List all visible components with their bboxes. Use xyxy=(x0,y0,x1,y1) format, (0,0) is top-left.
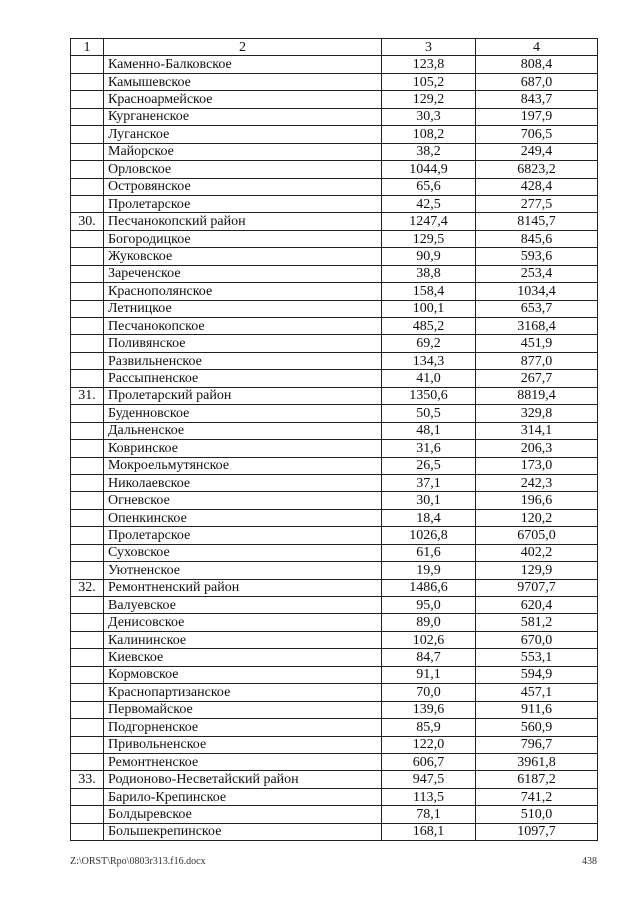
cell-number xyxy=(71,248,104,265)
cell-col3-value: 158,4 xyxy=(382,283,476,300)
cell-col3-value: 50,5 xyxy=(382,405,476,422)
cell-name: Поливянское xyxy=(104,335,382,352)
cell-number xyxy=(71,126,104,143)
cell-name: Болдыревское xyxy=(104,806,382,823)
cell-number xyxy=(71,753,104,770)
cell-number xyxy=(71,422,104,439)
cell-number xyxy=(71,370,104,387)
district-row xyxy=(71,213,598,230)
cell-number xyxy=(71,649,104,666)
cell-number xyxy=(71,230,104,247)
cell-col4-value: 843,7 xyxy=(476,91,598,108)
cell-name: Денисовское xyxy=(104,614,382,631)
cell-col4-value: 3168,4 xyxy=(476,318,598,335)
cell-name: Орловское xyxy=(104,161,382,178)
header-col-1: 1 xyxy=(71,39,104,56)
table-row xyxy=(71,195,598,212)
cell-name: Буденновское xyxy=(104,405,382,422)
cell-col3-value: 41,0 xyxy=(382,370,476,387)
cell-name: Опенкинское xyxy=(104,509,382,526)
cell-number xyxy=(71,509,104,526)
table-row xyxy=(71,300,598,317)
table-row xyxy=(71,806,598,823)
cell-name: Николаевское xyxy=(104,474,382,491)
table-row xyxy=(71,178,598,195)
cell-number xyxy=(71,405,104,422)
data-table xyxy=(70,38,598,841)
cell-number: 33. xyxy=(71,771,104,788)
cell-number xyxy=(71,597,104,614)
cell-col4-value: 687,0 xyxy=(476,73,598,90)
cell-name: Большекрепинское xyxy=(104,823,382,840)
cell-col4-value: 911,6 xyxy=(476,701,598,718)
table-row xyxy=(71,614,598,631)
table-row xyxy=(71,265,598,282)
cell-name: Первомайское xyxy=(104,701,382,718)
cell-name: Подгорненское xyxy=(104,719,382,736)
cell-col4-value: 428,4 xyxy=(476,178,598,195)
cell-name: Курганенское xyxy=(104,108,382,125)
cell-col3-value: 31,6 xyxy=(382,440,476,457)
cell-col3-value: 129,2 xyxy=(382,91,476,108)
table-row xyxy=(71,719,598,736)
table-row xyxy=(71,370,598,387)
cell-number xyxy=(71,823,104,840)
cell-col3-value: 129,5 xyxy=(382,230,476,247)
cell-name: Пролетарское xyxy=(104,195,382,212)
table-row xyxy=(71,143,598,160)
table-row xyxy=(71,405,598,422)
table-row xyxy=(71,422,598,439)
table-row xyxy=(71,666,598,683)
table-row xyxy=(71,527,598,544)
table-row xyxy=(71,474,598,491)
cell-col4-value: 560,9 xyxy=(476,719,598,736)
cell-col3-value: 61,6 xyxy=(382,544,476,561)
table-row xyxy=(71,440,598,457)
cell-name: Зареченское xyxy=(104,265,382,282)
cell-number xyxy=(71,614,104,631)
header-col-3: 3 xyxy=(382,39,476,56)
cell-col3-value: 1026,8 xyxy=(382,527,476,544)
cell-number xyxy=(71,161,104,178)
cell-name: Жуковское xyxy=(104,248,382,265)
cell-col4-value: 594,9 xyxy=(476,666,598,683)
table-body xyxy=(71,56,598,841)
cell-number xyxy=(71,195,104,212)
cell-col4-value: 242,3 xyxy=(476,474,598,491)
cell-number xyxy=(71,788,104,805)
district-row xyxy=(71,771,598,788)
cell-col4-value: 6705,0 xyxy=(476,527,598,544)
cell-number xyxy=(71,701,104,718)
table-row xyxy=(71,649,598,666)
table-row xyxy=(71,108,598,125)
cell-col4-value: 457,1 xyxy=(476,684,598,701)
table-row xyxy=(71,544,598,561)
cell-name: Песчанокопский район xyxy=(104,213,382,230)
cell-number xyxy=(71,719,104,736)
cell-col3-value: 122,0 xyxy=(382,736,476,753)
cell-col3-value: 78,1 xyxy=(382,806,476,823)
cell-col4-value: 796,7 xyxy=(476,736,598,753)
cell-number xyxy=(71,492,104,509)
cell-number xyxy=(71,631,104,648)
cell-name: Рассыпненское xyxy=(104,370,382,387)
cell-col4-value: 1097,7 xyxy=(476,823,598,840)
cell-col3-value: 38,8 xyxy=(382,265,476,282)
cell-col4-value: 1034,4 xyxy=(476,283,598,300)
cell-col4-value: 8145,7 xyxy=(476,213,598,230)
cell-name: Пролетарский район xyxy=(104,387,382,404)
cell-col4-value: 120,2 xyxy=(476,509,598,526)
footer-file-path: Z:\ORST\Rpo\0803r313.f16.docx xyxy=(70,856,206,867)
cell-col4-value: 196,6 xyxy=(476,492,598,509)
cell-number xyxy=(71,265,104,282)
cell-number: 31. xyxy=(71,387,104,404)
cell-col3-value: 91,1 xyxy=(382,666,476,683)
table-row xyxy=(71,823,598,840)
cell-name: Пролетарское xyxy=(104,527,382,544)
cell-number xyxy=(71,684,104,701)
cell-col4-value: 706,5 xyxy=(476,126,598,143)
cell-number xyxy=(71,544,104,561)
table-row xyxy=(71,126,598,143)
cell-name: Майорское xyxy=(104,143,382,160)
table-header-row xyxy=(71,39,598,56)
cell-col4-value: 593,6 xyxy=(476,248,598,265)
cell-col4-value: 653,7 xyxy=(476,300,598,317)
cell-col3-value: 134,3 xyxy=(382,352,476,369)
cell-name: Ремонтненское xyxy=(104,753,382,770)
cell-number xyxy=(71,440,104,457)
cell-col3-value: 18,4 xyxy=(382,509,476,526)
cell-col3-value: 168,1 xyxy=(382,823,476,840)
table-row xyxy=(71,597,598,614)
table-row xyxy=(71,283,598,300)
cell-col3-value: 95,0 xyxy=(382,597,476,614)
cell-col3-value: 65,6 xyxy=(382,178,476,195)
cell-col4-value: 8819,4 xyxy=(476,387,598,404)
cell-col3-value: 90,9 xyxy=(382,248,476,265)
cell-number xyxy=(71,300,104,317)
cell-col4-value: 314,1 xyxy=(476,422,598,439)
table-row xyxy=(71,753,598,770)
cell-number xyxy=(71,457,104,474)
cell-col4-value: 581,2 xyxy=(476,614,598,631)
cell-col3-value: 38,2 xyxy=(382,143,476,160)
cell-col3-value: 84,7 xyxy=(382,649,476,666)
cell-number xyxy=(71,666,104,683)
table-row xyxy=(71,736,598,753)
cell-name: Мокроельмутянское xyxy=(104,457,382,474)
cell-name: Родионово-Несветайский район xyxy=(104,771,382,788)
cell-number xyxy=(71,335,104,352)
table-row xyxy=(71,788,598,805)
footer-page-number: 438 xyxy=(582,856,597,867)
cell-name: Барило-Крепинское xyxy=(104,788,382,805)
table-row xyxy=(71,631,598,648)
cell-name: Островянское xyxy=(104,178,382,195)
table-row xyxy=(71,161,598,178)
cell-col3-value: 48,1 xyxy=(382,422,476,439)
cell-name: Развильненское xyxy=(104,352,382,369)
cell-name: Киевское xyxy=(104,649,382,666)
cell-col4-value: 173,0 xyxy=(476,457,598,474)
cell-name: Суховское xyxy=(104,544,382,561)
cell-col4-value: 249,4 xyxy=(476,143,598,160)
cell-col4-value: 267,7 xyxy=(476,370,598,387)
cell-col4-value: 6187,2 xyxy=(476,771,598,788)
cell-number xyxy=(71,352,104,369)
table-row xyxy=(71,318,598,335)
cell-name: Каменно-Балковское xyxy=(104,56,382,73)
cell-name: Огневское xyxy=(104,492,382,509)
district-row xyxy=(71,579,598,596)
cell-col3-value: 1247,4 xyxy=(382,213,476,230)
cell-number xyxy=(71,736,104,753)
table-row xyxy=(71,457,598,474)
cell-name: Уютненское xyxy=(104,562,382,579)
header-col-2: 2 xyxy=(104,39,382,56)
cell-col3-value: 485,2 xyxy=(382,318,476,335)
table-row xyxy=(71,335,598,352)
cell-col3-value: 37,1 xyxy=(382,474,476,491)
cell-name: Валуевское xyxy=(104,597,382,614)
cell-number xyxy=(71,108,104,125)
cell-number xyxy=(71,56,104,73)
cell-col4-value: 329,8 xyxy=(476,405,598,422)
cell-col3-value: 947,5 xyxy=(382,771,476,788)
cell-col4-value: 129,9 xyxy=(476,562,598,579)
cell-col3-value: 113,5 xyxy=(382,788,476,805)
cell-name: Луганское xyxy=(104,126,382,143)
cell-col3-value: 105,2 xyxy=(382,73,476,90)
cell-col4-value: 741,2 xyxy=(476,788,598,805)
cell-number xyxy=(71,143,104,160)
cell-number xyxy=(71,527,104,544)
cell-col3-value: 26,5 xyxy=(382,457,476,474)
cell-col3-value: 19,9 xyxy=(382,562,476,579)
cell-name: Краснопартизанское xyxy=(104,684,382,701)
cell-name: Дальненское xyxy=(104,422,382,439)
cell-name: Ковринское xyxy=(104,440,382,457)
cell-name: Песчанокопское xyxy=(104,318,382,335)
cell-col4-value: 253,4 xyxy=(476,265,598,282)
table-row xyxy=(71,492,598,509)
cell-col3-value: 1044,9 xyxy=(382,161,476,178)
table-row xyxy=(71,230,598,247)
cell-col4-value: 402,2 xyxy=(476,544,598,561)
cell-col3-value: 606,7 xyxy=(382,753,476,770)
cell-col4-value: 620,4 xyxy=(476,597,598,614)
table-row xyxy=(71,352,598,369)
cell-col3-value: 70,0 xyxy=(382,684,476,701)
cell-col4-value: 808,4 xyxy=(476,56,598,73)
cell-number xyxy=(71,474,104,491)
cell-name: Красноармейское xyxy=(104,91,382,108)
cell-number xyxy=(71,283,104,300)
cell-col4-value: 6823,2 xyxy=(476,161,598,178)
cell-col4-value: 670,0 xyxy=(476,631,598,648)
cell-col3-value: 1350,6 xyxy=(382,387,476,404)
cell-col3-value: 123,8 xyxy=(382,56,476,73)
table-row xyxy=(71,248,598,265)
cell-name: Краснополянское xyxy=(104,283,382,300)
table-row xyxy=(71,91,598,108)
cell-col3-value: 85,9 xyxy=(382,719,476,736)
table-row xyxy=(71,56,598,73)
cell-col3-value: 89,0 xyxy=(382,614,476,631)
cell-number xyxy=(71,318,104,335)
cell-col3-value: 102,6 xyxy=(382,631,476,648)
cell-col4-value: 451,9 xyxy=(476,335,598,352)
table-row xyxy=(71,73,598,90)
cell-col4-value: 277,5 xyxy=(476,195,598,212)
cell-col4-value: 9707,7 xyxy=(476,579,598,596)
cell-col4-value: 877,0 xyxy=(476,352,598,369)
district-row xyxy=(71,387,598,404)
cell-col3-value: 42,5 xyxy=(382,195,476,212)
cell-number xyxy=(71,806,104,823)
cell-name: Богородицкое xyxy=(104,230,382,247)
cell-name: Ремонтненский район xyxy=(104,579,382,596)
cell-name: Кормовское xyxy=(104,666,382,683)
cell-col3-value: 30,3 xyxy=(382,108,476,125)
cell-number xyxy=(71,91,104,108)
cell-col4-value: 197,9 xyxy=(476,108,598,125)
cell-number xyxy=(71,178,104,195)
cell-number xyxy=(71,73,104,90)
cell-col4-value: 553,1 xyxy=(476,649,598,666)
cell-col3-value: 1486,6 xyxy=(382,579,476,596)
cell-col3-value: 30,1 xyxy=(382,492,476,509)
cell-name: Камышевское xyxy=(104,73,382,90)
header-col-4: 4 xyxy=(476,39,598,56)
cell-col4-value: 845,6 xyxy=(476,230,598,247)
cell-col3-value: 69,2 xyxy=(382,335,476,352)
cell-name: Летницкое xyxy=(104,300,382,317)
cell-col4-value: 510,0 xyxy=(476,806,598,823)
cell-number: 30. xyxy=(71,213,104,230)
cell-col3-value: 139,6 xyxy=(382,701,476,718)
cell-name: Калининское xyxy=(104,631,382,648)
cell-col4-value: 206,3 xyxy=(476,440,598,457)
table-row xyxy=(71,701,598,718)
cell-number: 32. xyxy=(71,579,104,596)
cell-col3-value: 100,1 xyxy=(382,300,476,317)
table-row xyxy=(71,684,598,701)
table-row xyxy=(71,509,598,526)
cell-number xyxy=(71,562,104,579)
cell-col3-value: 108,2 xyxy=(382,126,476,143)
cell-col4-value: 3961,8 xyxy=(476,753,598,770)
cell-name: Привольненское xyxy=(104,736,382,753)
table-row xyxy=(71,562,598,579)
